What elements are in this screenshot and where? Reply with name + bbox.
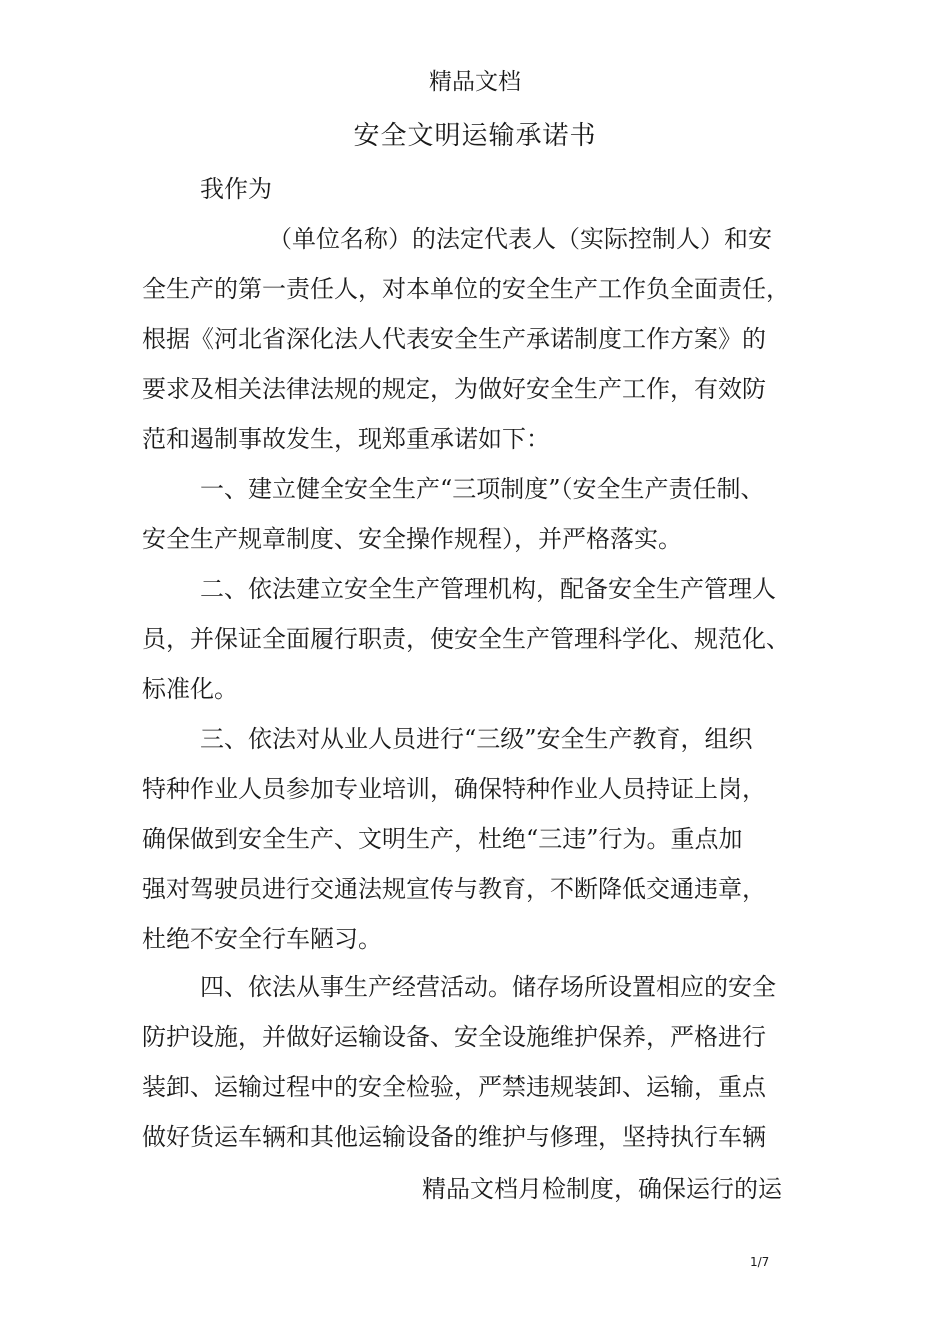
body-line: 防护设施，并做好运输设备、安全设施维护保养，严格进行 xyxy=(142,1023,766,1051)
body-line: 安全生产规章制度、安全操作规程），并严格落实。 xyxy=(142,525,682,553)
body-line: 全生产的第一责任人，对本单位的安全生产工作负全面责任， xyxy=(142,275,790,303)
body-line: 强对驾驶员进行交通法规宣传与教育，不断降低交通违章， xyxy=(142,875,766,903)
document-title: 安全文明运输承诺书 xyxy=(353,121,597,151)
body-line: 员，并保证全面履行职责，使安全生产管理科学化、规范化、 xyxy=(142,625,790,653)
page-header: 精品文档 xyxy=(429,69,521,95)
body-line: 特种作业人员参加专业培训，确保特种作业人员持证上岗， xyxy=(142,775,766,803)
body-line: 杜绝不安全行车陋习。 xyxy=(142,925,382,953)
body-line: （单位名称）的法定代表人（实际控制人）和安 xyxy=(268,225,772,253)
body-line: 做好货运车辆和其他运输设备的维护与修理，坚持执行车辆 xyxy=(142,1123,766,1151)
body-line: 根据《河北省深化法人代表安全生产承诺制度工作方案》的 xyxy=(142,325,766,353)
page-number: 1/7 xyxy=(750,1255,770,1269)
body-line: 装卸、运输过程中的安全检验，严禁违规装卸、运输，重点 xyxy=(142,1073,766,1101)
body-line: 三、依法对从业人员进行“三级”安全生产教育，组织 xyxy=(200,725,753,753)
body-line: 标准化。 xyxy=(142,675,238,703)
body-line: 四、依法从事生产经营活动。储存场所设置相应的安全 xyxy=(200,973,776,1001)
body-line: 一、建立健全安全生产“三项制度”（安全生产责任制、 xyxy=(200,475,765,503)
body-line: 范和遏制事故发生，现郑重承诺如下： xyxy=(142,425,550,453)
body-line: 二、依法建立安全生产管理机构，配备安全生产管理人 xyxy=(200,575,776,603)
body-line: 精品文档月检制度，确保运行的运 xyxy=(422,1175,782,1203)
body-line: 我作为 xyxy=(200,175,272,203)
body-line: 确保做到安全生产、文明生产，杜绝“三违”行为。重点加 xyxy=(142,825,743,853)
body-line: 要求及相关法律法规的规定，为做好安全生产工作，有效防 xyxy=(142,375,766,403)
